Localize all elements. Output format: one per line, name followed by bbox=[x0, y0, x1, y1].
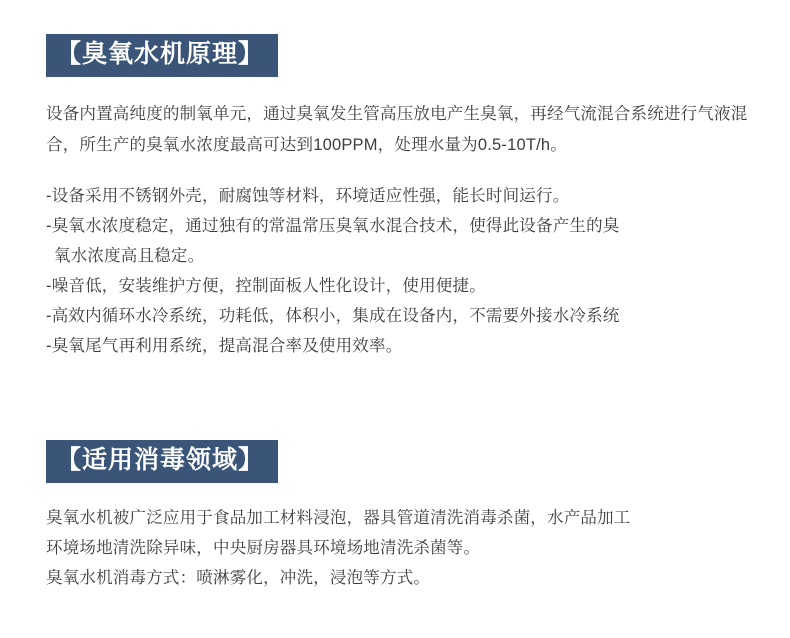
section-heading-application: 【适用消毒领域】 bbox=[46, 440, 278, 483]
application-line: 臭氧水机消毒方式：喷淋雾化，冲洗，浸泡等方式。 bbox=[46, 568, 431, 587]
list-item-text: -臭氧水浓度稳定，通过独有的常温常压臭氧水混合技术，使得此设备产生的臭 bbox=[46, 216, 620, 235]
list-item-text: -噪音低，安装维护方便，控制面板人性化设计，使用便捷。 bbox=[46, 276, 486, 295]
list-item bbox=[46, 301, 750, 331]
list-item bbox=[46, 181, 750, 211]
list-item bbox=[46, 211, 750, 271]
application-paragraph bbox=[46, 503, 750, 593]
principle-feature-list bbox=[46, 181, 750, 361]
list-item-text: -高效内循环水冷系统，功耗低，体积小，集成在设备内，不需要外接水冷系统 bbox=[46, 306, 620, 325]
list-item-text-continued: 氧水浓度高且稳定。 bbox=[54, 246, 205, 265]
list-item-text: -设备采用不锈钢外壳，耐腐蚀等材料，环境适应性强，能长时间运行。 bbox=[46, 186, 570, 205]
section-ozone-water-principle bbox=[46, 34, 750, 361]
principle-paragraph: 设备内置高纯度的制氧单元，通过臭氧发生管高压放电产生臭氧，再经气流混合系统进行气液混合，所生产的臭氧水浓度最高可达到100PPM，处理水量为0.5-10T/h。 bbox=[46, 104, 748, 154]
list-item bbox=[46, 331, 750, 361]
list-item-text: -臭氧尾气再利用系统，提高混合率及使用效率。 bbox=[46, 336, 403, 355]
application-line: 环境场地清洗除异味，中央厨房器具环境场地清洗杀菌等。 bbox=[46, 538, 481, 557]
application-line: 臭氧水机被广泛应用于食品加工材料浸泡，器具管道清洗消毒杀菌，水产品加工 bbox=[46, 508, 631, 527]
list-item bbox=[46, 271, 750, 301]
section-application-fields bbox=[46, 440, 750, 593]
section-heading-principle: 【臭氧水机原理】 bbox=[46, 34, 278, 77]
